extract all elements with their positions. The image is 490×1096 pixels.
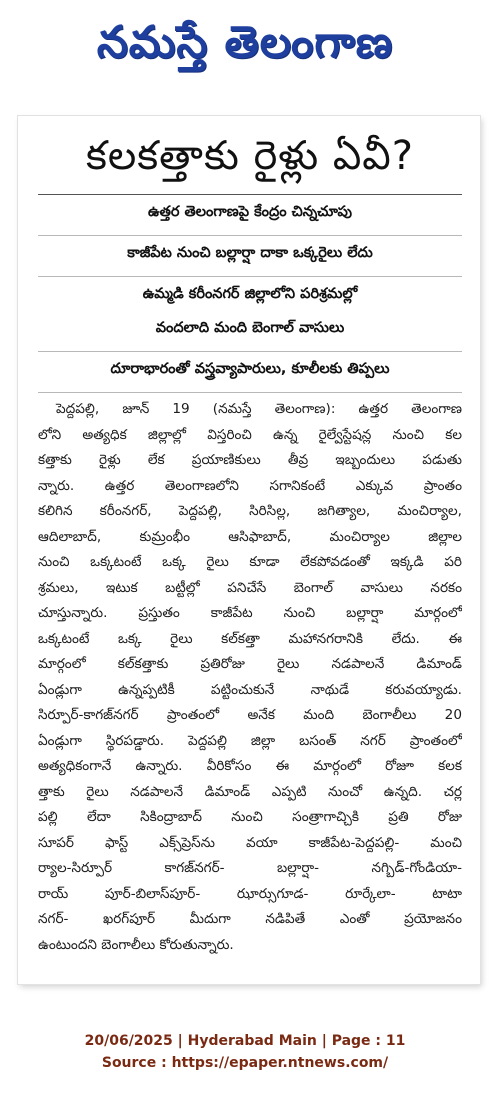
body-line: ఏండ్లుగా ఉన్నప్పటికీ పట్టించుకునే నాథుడే కరువయ్యాడు. [38,681,462,698]
body-line: ఉంటుందని బెంగాలీలు కోరుతున్నారు. [38,936,234,953]
body-line: పెద్దపల్లి, జూన్ 19 (నమస్తే తెలంగాణ): ఉత్తర తెలంగాణ [56,401,462,417]
body-line: రాయ్ పూర్-బిలాస్‌పూర్- ఝార్సుగూడ- రూర్కేలా- టాటా [38,885,462,902]
body-line: ఒక్కటంటే ఒక్క రైలు కల్‌కత్తా మహానగరానికి లేదు. ఈ [38,630,462,647]
source-link[interactable]: Source : https://epaper.ntnews.com/ [101,1055,389,1071]
body-line: నగర్- ఖరగ్‌పూర్ మీదుగా నడిపితే ఎంతో ప్రయోజనం [38,911,462,927]
body-line: ఏండ్లుగా స్థిరపడ్డారు. పెద్దపల్లి జిల్లా బసంత్ నగర్ ప్రాంతంలో [38,732,462,749]
body-line: లోని అత్యధిక జిల్లాల్లో విస్తరించి ఉన్న రైల్వేస్టేషన్ల నుంచి కల [38,426,462,443]
page-footer [0,1030,490,1074]
subheading-4: వందలాది మంది బెంగాల్ వాసులు [155,320,345,336]
subheading-1: ఉత్తర తెలంగాణపై కేంద్రం చిన్నచూపు [148,204,352,220]
body-line: కత్తాకు రైళ్లు లేక ప్రయాణికులు తీవ్ర ఇబ్బందులు పడుతు [38,452,462,468]
body-line: ఆదిలాబాద్, కుమ్రంభీం ఆసిఫాబాద్, మంచిర్యాల జిల్లాల [38,528,462,545]
subheading-3: ఉమ్మడి కరీంనగర్ జిల్లాలోని పరిశ్రమల్లో [142,286,358,302]
body-line: న్నారు. ఉత్తర తెలంగాణలోని సగానికంటే ఎక్కువ ప్రాంతం [38,477,462,494]
body-line: మార్గంలో కల్‌కత్తాకు ప్రతిరోజు రైలు నడపాలనే డిమాండ్ [38,656,462,672]
body-line: కలిగిన కరీంనగర్, పెద్దపల్లి, సిరిసిల్ల, జగిత్యాల, మంచిర్యాల, [38,503,462,519]
newspaper-logo: నమస్తే తెలంగాణ [96,17,394,68]
subheading-2: కాజీపేట నుంచి బల్లార్షా దాకా ఒక్కరైలు లేదు [127,245,373,261]
body-line: శ్రమలు, ఇటుక బట్టీల్లో పనిచేసే బెంగాల్ వాసులు నరకం [38,579,462,596]
body-line: సిర్పూర్-కాగజ్‌నగర్ ప్రాంతంలో అనేక మంది బెంగాలీలు 20 [38,707,462,723]
article-body [38,397,462,958]
edition-info: 20/06/2025 | Hyderabad Main | Page : 11 [84,1033,406,1049]
body-line: త్తాకు రైలు నడపాలనే డిమాండ్ ఎప్పటి నుంచో ఉన్నది. చర్ల [38,783,462,800]
article-clipping [18,116,480,984]
body-line: చూస్తున్నారు. ప్రస్తుతం కాజీపేట నుంచి బల్లార్షా మార్గంలో [38,605,462,621]
body-line: ర్యాల-సిర్పూర్ కాగజ్‌నగర్- బల్లార్షా- నగ్బిడ్-గోండియా- [38,860,462,876]
body-line: నుంచి ఒక్కటంటే ఒక్క రైలు కూడా లేకపోవడంతో ఇక్కడి పరి [38,554,462,570]
subheading-5: దూరాభారంతో వస్త్రవ్యాపారులు, కూలీలకు తిప్పలు [110,361,390,377]
body-line: సూపర్ ఫాస్ట్ ఎక్స్‌ప్రెస్‌ను వయా కాజీపేట-పెద్దపల్లి- మంచి [38,834,462,851]
body-line: అత్యధికంగానే ఉన్నారు. వీరికోసం ఈ మార్గంలో రోజూ కలక [38,758,462,774]
masthead [0,0,490,96]
body-line: పల్లి లేదా సికింద్రాబాద్ నుంచి సంత్రాగాచ్చికి ప్రతి రోజు [38,809,462,825]
article-headline: కలకత్తాకు రైళ్లు ఏవీ? [86,133,414,179]
divider [38,392,462,393]
